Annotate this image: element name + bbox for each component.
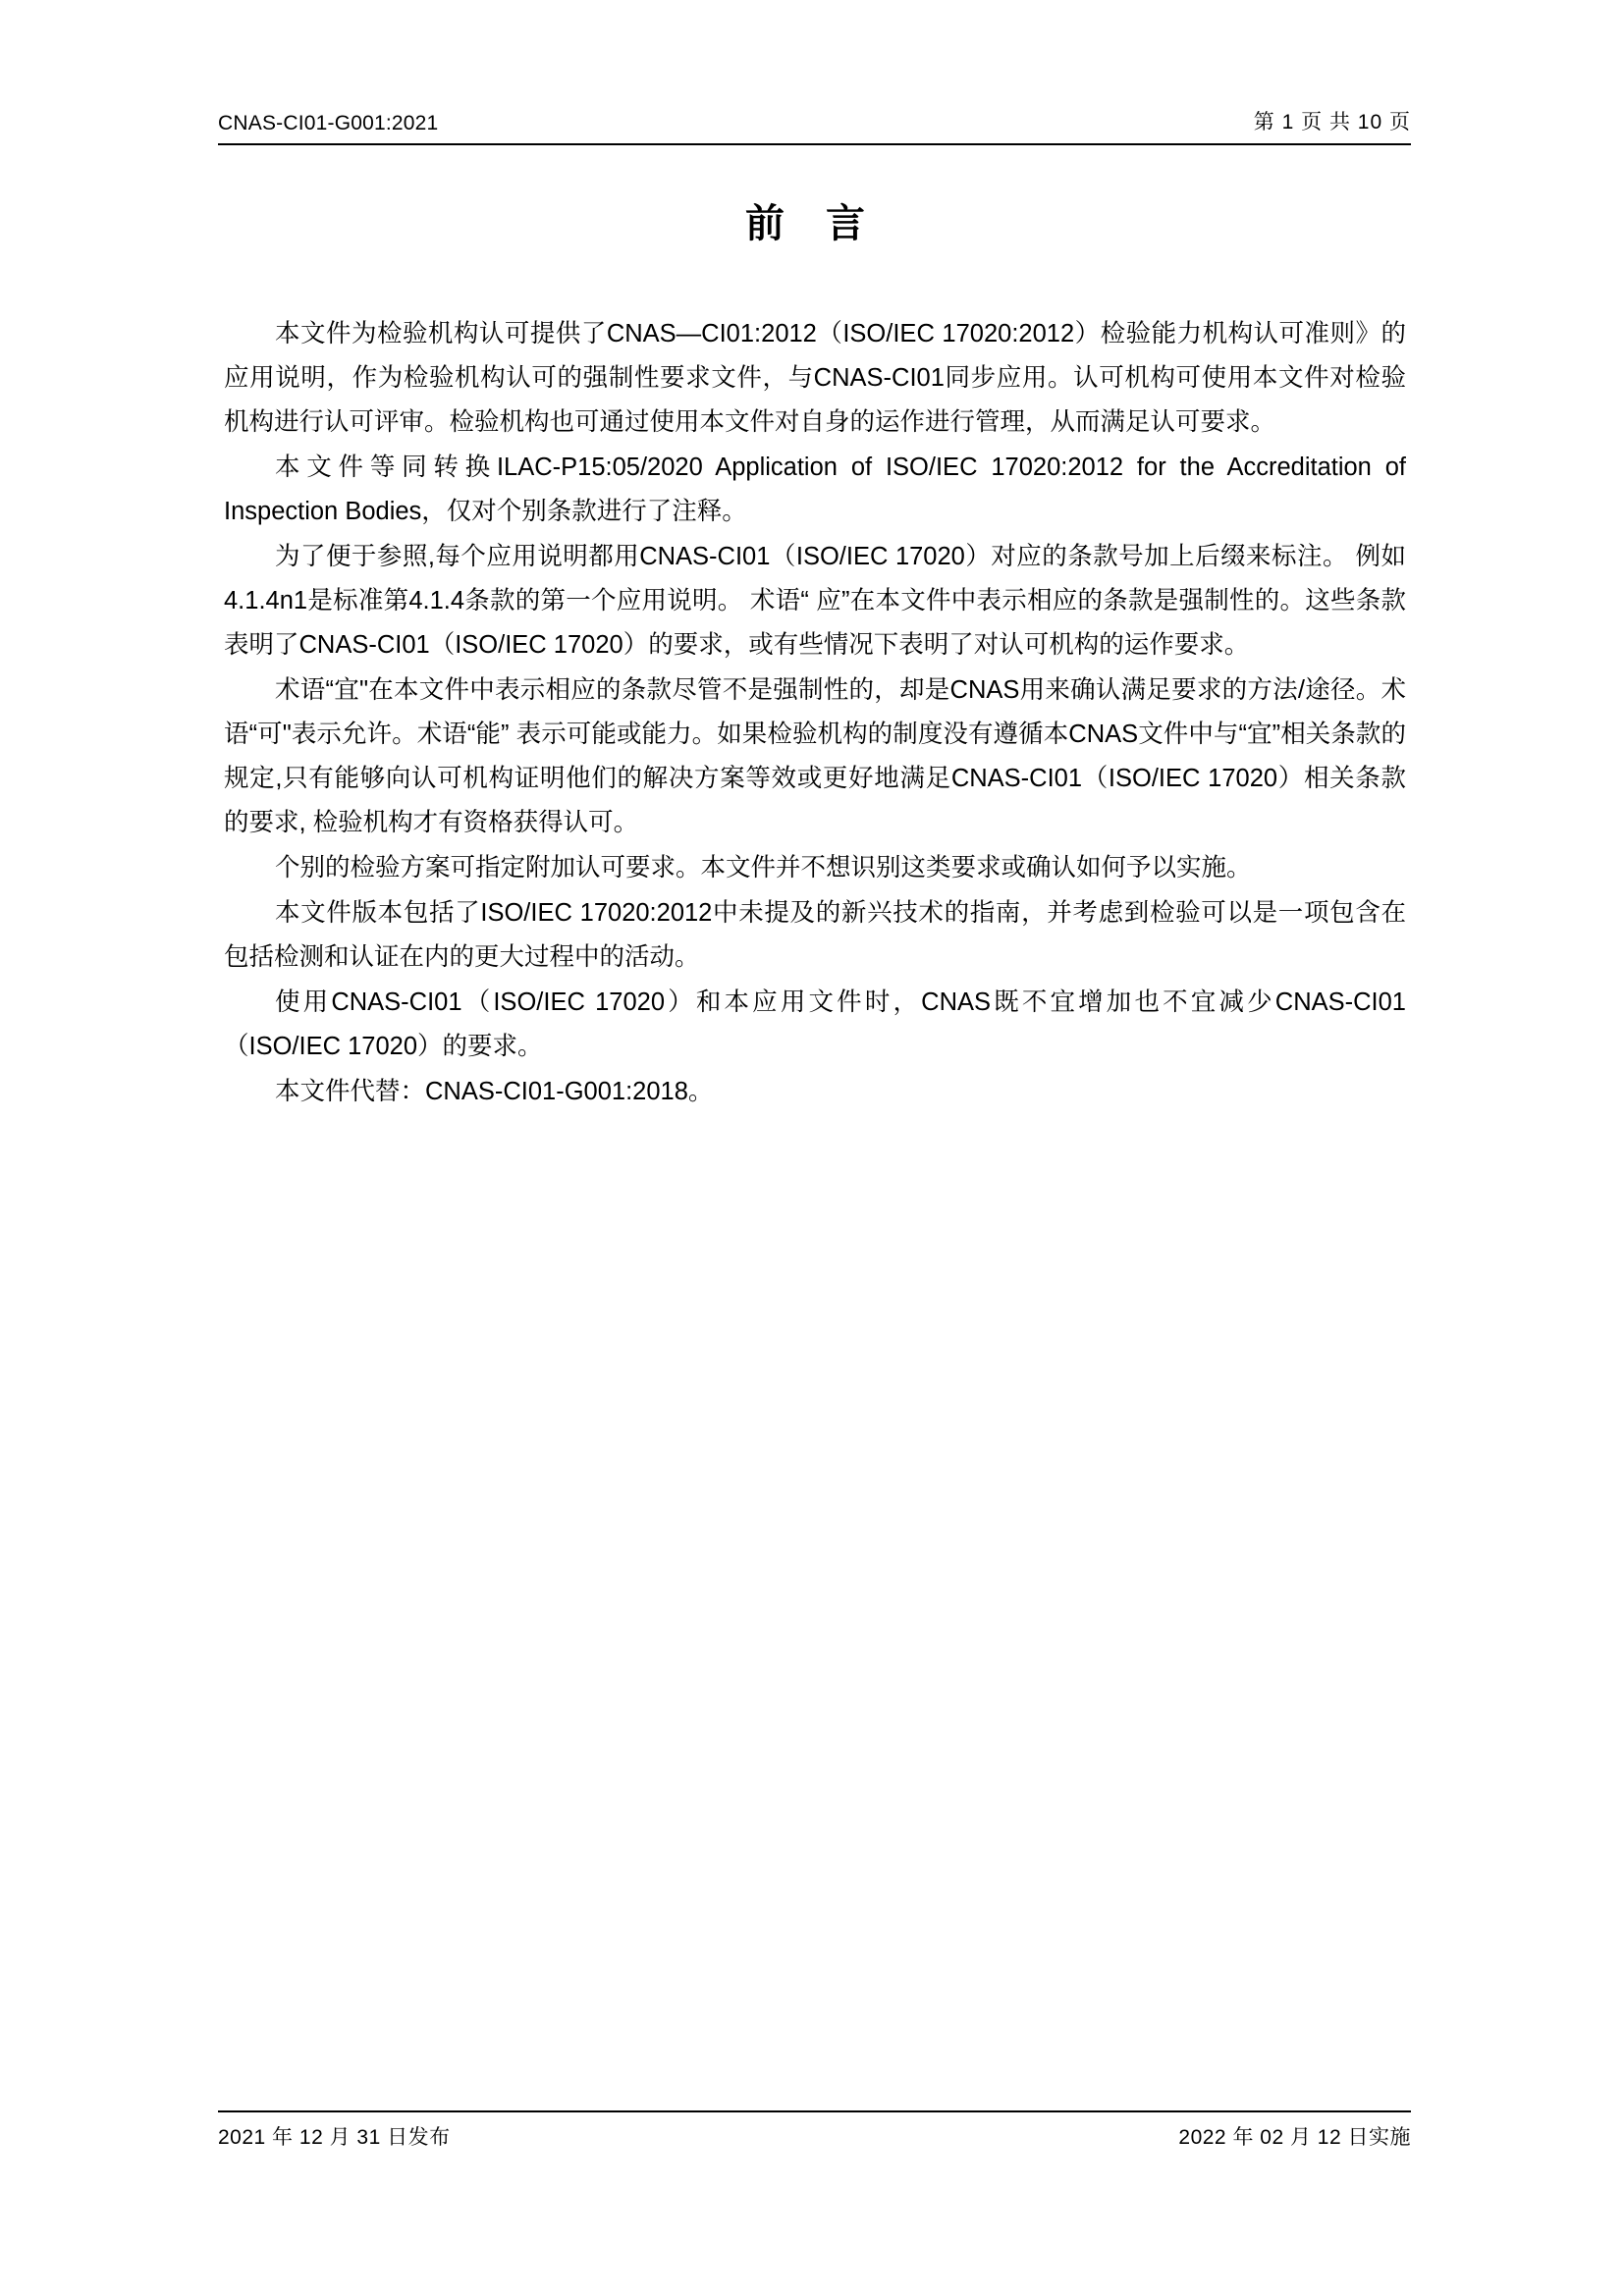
paragraph: 为了便于参照,每个应用说明都用CNAS-CI01（ISO/IEC 17020）对应的条款号加上后缀来标注。 例如4.1.4n1是标准第4.1.4条款的第一个应用说明。 术语“ 应”在本文件中表示相应的条款是强制性的。这些条款表明了CNAS-CI01（ISO/IEC 17020）的要求，或有些情况下表明了对认可机构的运作要求。	[224, 543, 1406, 659]
paragraph: 术语“宜"在本文件中表示相应的条款尽管不是强制性的，却是CNAS用来确认满足要求的方法/途径。术语“可"表示允许。术语“能” 表示可能或能力。如果检验机构的制度没有遵循本CNAS文件中与“宜”相关条款的规定,只有能够向认可机构证明他们的解决方案等效或更好地满足CNAS-CI01（ISO/IEC 17020）相关条款的要求, 检验机构才有资格获得认可。	[224, 676, 1406, 836]
paragraph: 本文件版本包括了ISO/IEC 17020:2012中未提及的新兴技术的指南，并考虑到检验可以是一项包含在包括检测和认证在内的更大过程中的活动。	[224, 899, 1406, 971]
paragraph: 个别的检验方案可指定附加认可要求。本文件并不想识别这类要求或确认如何予以实施。	[275, 854, 1252, 881]
footer-effective-date: 2022 年 02 月 12 日实施	[1178, 2126, 1411, 2149]
page-footer	[218, 2110, 1411, 2151]
paragraph: 本文件为检验机构认可提供了CNAS—CI01:2012（ISO/IEC 17020:2012）检验能力机构认可准则》的应用说明，作为检验机构认可的强制性要求文件，与CNAS-CI01同步应用。认可机构可使用本文件对检验机构进行认可评审。检验机构也可通过使用本文件对自身的运作进行管理，从而满足认可要求。	[224, 320, 1406, 436]
page-header	[218, 106, 1411, 145]
header-page-number: 第 1 页 共 10 页	[1253, 111, 1411, 133]
paragraph: 本文件代替：CNAS-CI01-G001:2018。	[275, 1078, 714, 1105]
page-title: 前 言	[745, 200, 879, 246]
footer-publish-date: 2021 年 12 月 31 日发布	[218, 2126, 451, 2149]
document-body	[224, 312, 1406, 1115]
paragraph: 本文件等同转换ILAC-P15:05/2020 Application of ISO/IEC 17020:2012 for the Accreditation of Inspection Bodies，仅对个别条款进行了注释。	[224, 454, 1406, 525]
header-document-code: CNAS-CI01-G001:2021	[218, 112, 439, 134]
paragraph: 使用CNAS-CI01（ISO/IEC 17020）和本应用文件时，CNAS既不宜增加也不宜减少CNAS-CI01（ISO/IEC 17020）的要求。	[224, 988, 1406, 1060]
